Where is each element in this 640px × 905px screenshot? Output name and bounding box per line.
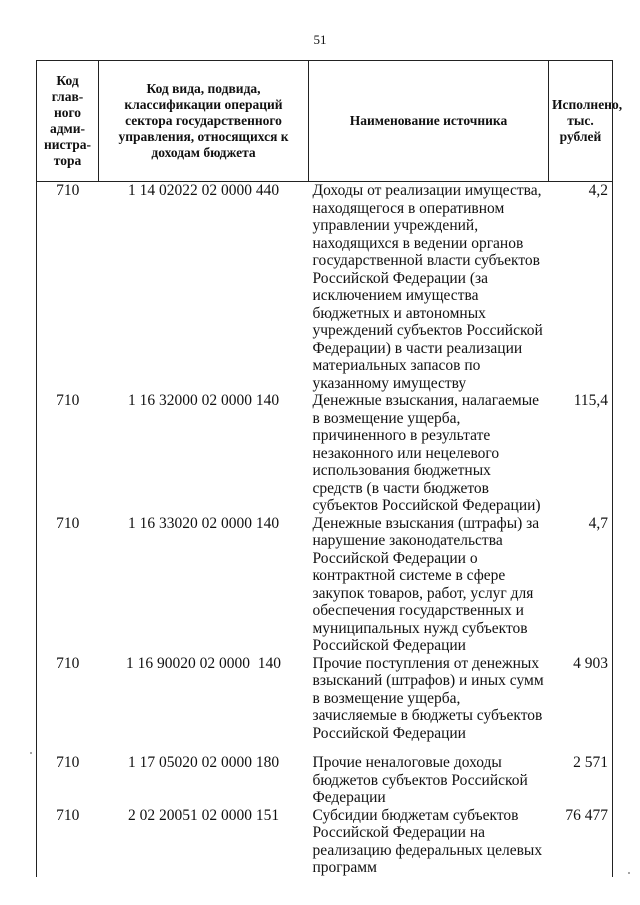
table-row — [37, 807, 613, 877]
cell-code: 1 16 32000 02 0000 140 — [127, 392, 280, 409]
cell-name: Прочие поступления от денежных взысканий (штрафов) и иных сумм в возмещение ущерба, зачисляемые в бюджеты субъектов Российской Федерации — [312, 654, 544, 742]
header-executed: Исполнено, тыс. рублей — [549, 61, 613, 182]
cell-admin: 710 — [37, 392, 99, 515]
cell-name: Доходы от реализации имущества, находящегося в оперативном управлении учреждений, находящихся в ведении органов государственной власти субъектов Российской Федерации (за исключением имущества бюджетных и автономных учреждений субъектов Российской Федерации) в части реализации материальных запасов по указанному имуществу — [312, 182, 543, 392]
cell-admin: 710 — [37, 742, 99, 807]
cell-amount: 4,2 — [549, 182, 613, 393]
revenue-table — [36, 60, 623, 877]
cell-code: 1 17 05020 02 0000 180 — [127, 754, 280, 771]
cell-name: Денежные взыскания (штрафы) за нарушение законодательства Российской Федерации о контрактной системе в сфере закупок товаров, работ, услуг для обеспечения государственных и муниципальных нужд субъектов Российской Федерации — [312, 514, 540, 654]
header-source-name: Наименование источника — [309, 61, 549, 182]
cell-admin: 710 — [37, 515, 99, 655]
cell-amount: 4 903 — [549, 655, 613, 743]
cell-code: 1 14 02022 02 0000 440 — [127, 182, 280, 199]
table-row — [37, 515, 613, 655]
cell-name: Субсидии бюджетам субъектов Российской Федерации на реализацию федеральных целевых программ — [312, 806, 543, 876]
cell-code: 1 16 90020 02 0000 140 — [126, 654, 281, 672]
table-row — [37, 742, 613, 807]
header-classification-code: Код вида, подвида, классификации операций сектора государственного управления, относящихся к доходам бюджета — [99, 61, 309, 182]
table-header — [37, 61, 623, 182]
table-row — [37, 182, 613, 393]
table-body — [37, 182, 613, 877]
header-admin-code: Код глав-ного адми-нистра-тора — [37, 61, 99, 182]
table-row — [37, 655, 613, 743]
cell-admin: 710 — [37, 655, 99, 743]
scan-speck — [628, 872, 630, 874]
cell-admin: 710 — [37, 807, 99, 877]
cell-admin: 710 — [37, 182, 99, 393]
cell-name: Денежные взыскания, налагаемые в возмещение ущерба, причиненного в результате незаконного или нецелевого использования бюджетных средств (в части бюджетов субъектов Российской Федерации) — [312, 392, 541, 514]
scan-speck — [30, 752, 32, 754]
cell-amount: 115,4 — [549, 392, 613, 515]
cell-amount: 4,7 — [549, 515, 613, 655]
table-row — [37, 392, 613, 515]
page-number: 51 — [313, 32, 327, 47]
cell-amount: 76 477 — [549, 807, 613, 877]
cell-code: 2 02 20051 02 0000 151 — [127, 806, 280, 824]
cell-amount: 2 571 — [549, 742, 613, 807]
cell-name: Прочие неналоговые доходы бюджетов субъектов Российской Федерации — [312, 754, 528, 806]
cell-code: 1 16 33020 02 0000 140 — [127, 514, 280, 532]
